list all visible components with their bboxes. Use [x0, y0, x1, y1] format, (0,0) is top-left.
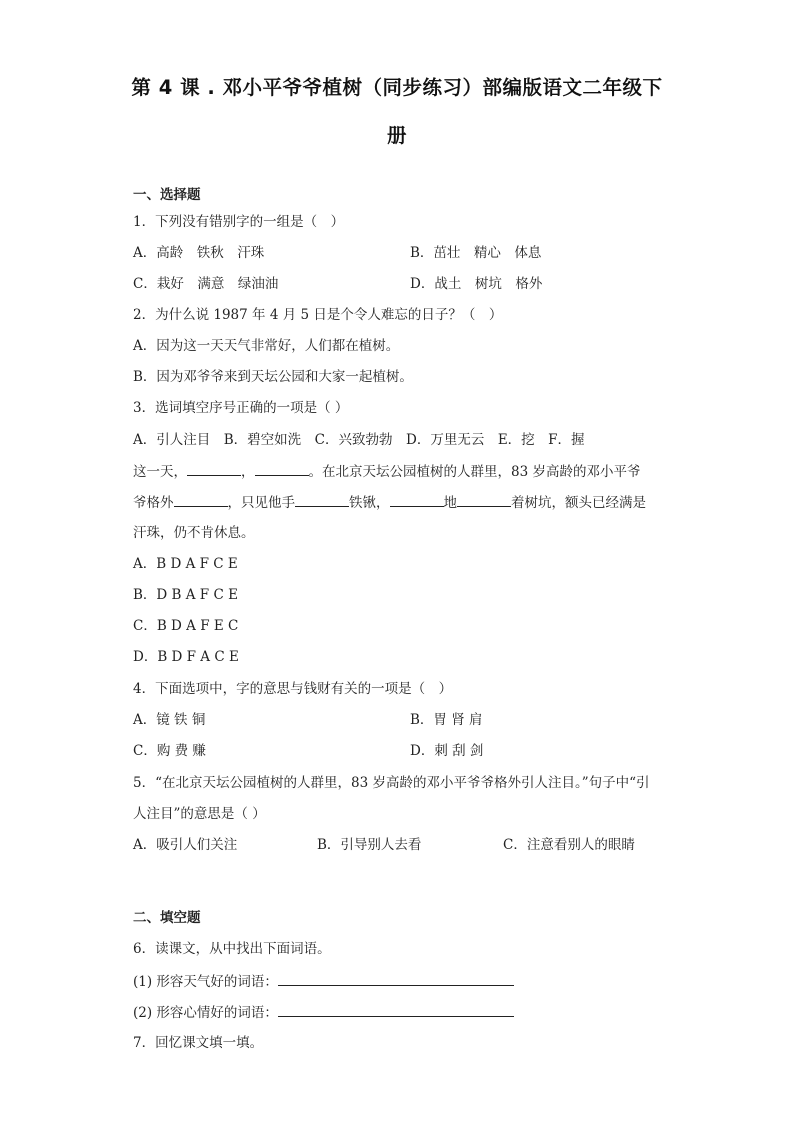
- q3-word-choices: A．引人注目 B．碧空如洗 C．兴致勃勃 D．万里无云 E．挖 F．握: [133, 432, 585, 448]
- q5-option-c: C．注意看别人的眼睛: [503, 837, 635, 853]
- q4-option-c: C．购 费 赚: [133, 743, 206, 759]
- document-title: [120, 64, 674, 160]
- fill-blank: [187, 461, 241, 476]
- q2-option-a: A．因为这一天天气非常好，人们都在植树。: [133, 338, 400, 354]
- q4-stem: 4．下面选项中，字的意思与钱财有关的一项是（ ）: [133, 681, 453, 697]
- title-line-1: 第 4 课 . 邓小平爷爷植树（同步练习）部编版语文二年级下: [131, 76, 663, 99]
- q1-option-d: D．战土 树坑 格外: [410, 276, 543, 292]
- section-heading-choice: 一、选择题: [133, 187, 201, 203]
- q3-stem: 3．选词填空序号正确的一项是（ ）: [133, 400, 349, 416]
- q3-text: 铁锹，: [349, 495, 390, 511]
- q2-option-b: B．因为邓爷爷来到天坛公园和大家一起植树。: [133, 369, 413, 385]
- q3-passage-line-1: [133, 461, 640, 482]
- q6-item-2-label: (2) 形容心情好的词语：: [133, 1005, 278, 1021]
- fill-blank: [457, 492, 511, 507]
- answer-blank[interactable]: [278, 971, 514, 986]
- q4-option-d: D．刺 刮 剑: [410, 743, 484, 759]
- title-line-2: 册: [386, 124, 407, 147]
- q3-text: 着树坑，额头已经满是: [511, 495, 646, 511]
- q3-text: 地: [443, 495, 457, 511]
- q1-option-a: A．高龄 铁秋 汗珠: [133, 245, 265, 261]
- q5-stem-line-2: 人注目”的意思是（ ）: [133, 806, 266, 822]
- q5-stem-line-1: 5．“在北京天坛公园植树的人群里，83 岁高龄的邓小平爷爷格外引人注目。”句子中“引: [133, 775, 650, 791]
- q6-item-1: [133, 971, 514, 992]
- q7-stem: 7．回忆课文填一填。: [133, 1035, 264, 1051]
- answer-blank[interactable]: [278, 1002, 514, 1017]
- q4-option-b: B．胃 肾 肩: [410, 712, 483, 728]
- q3-option-c: C．B D A F E C: [133, 618, 239, 634]
- q3-option-a: A．B D A F C E: [133, 556, 238, 572]
- q5-option-b: B．引导别人去看: [317, 837, 422, 853]
- q3-text: 。在北京天坛公园植树的人群里，83 岁高龄的邓小平爷: [308, 464, 641, 480]
- q4-option-a: A．镜 铁 铜: [133, 712, 206, 728]
- q3-text: ，只见他手: [227, 495, 295, 511]
- q1-option-b: B．茁壮 精心 体息: [410, 245, 542, 261]
- q3-text: 爷格外: [133, 495, 174, 511]
- fill-blank: [174, 492, 228, 507]
- q6-stem: 6．读课文，从中找出下面词语。: [133, 941, 331, 957]
- q1-option-c: C．栽好 满意 绿油油: [133, 276, 279, 292]
- q3-option-d: D．B D F A C E: [133, 649, 239, 665]
- fill-blank: [295, 492, 349, 507]
- q3-passage-line-3: 汗珠，仍不肯休息。: [133, 525, 255, 541]
- q6-item-1-label: (1) 形容天气好的词语：: [133, 974, 278, 990]
- q1-stem: 1．下列没有错别字的一组是（ ）: [133, 214, 345, 230]
- q3-text: 这一天，: [133, 464, 187, 480]
- section-heading-fill: 二、填空题: [133, 910, 201, 926]
- q5-option-a: A．吸引人们关注: [133, 837, 238, 853]
- fill-blank: [390, 492, 444, 507]
- q2-stem: 2．为什么说 1987 年 4 月 5 日是个令人难忘的日子？（ ）: [133, 307, 503, 323]
- q3-option-b: B．D B A F C E: [133, 587, 238, 603]
- q3-text: ，: [241, 464, 255, 480]
- q3-passage-line-2: [133, 492, 646, 513]
- q6-item-2: [133, 1002, 514, 1023]
- fill-blank: [255, 461, 309, 476]
